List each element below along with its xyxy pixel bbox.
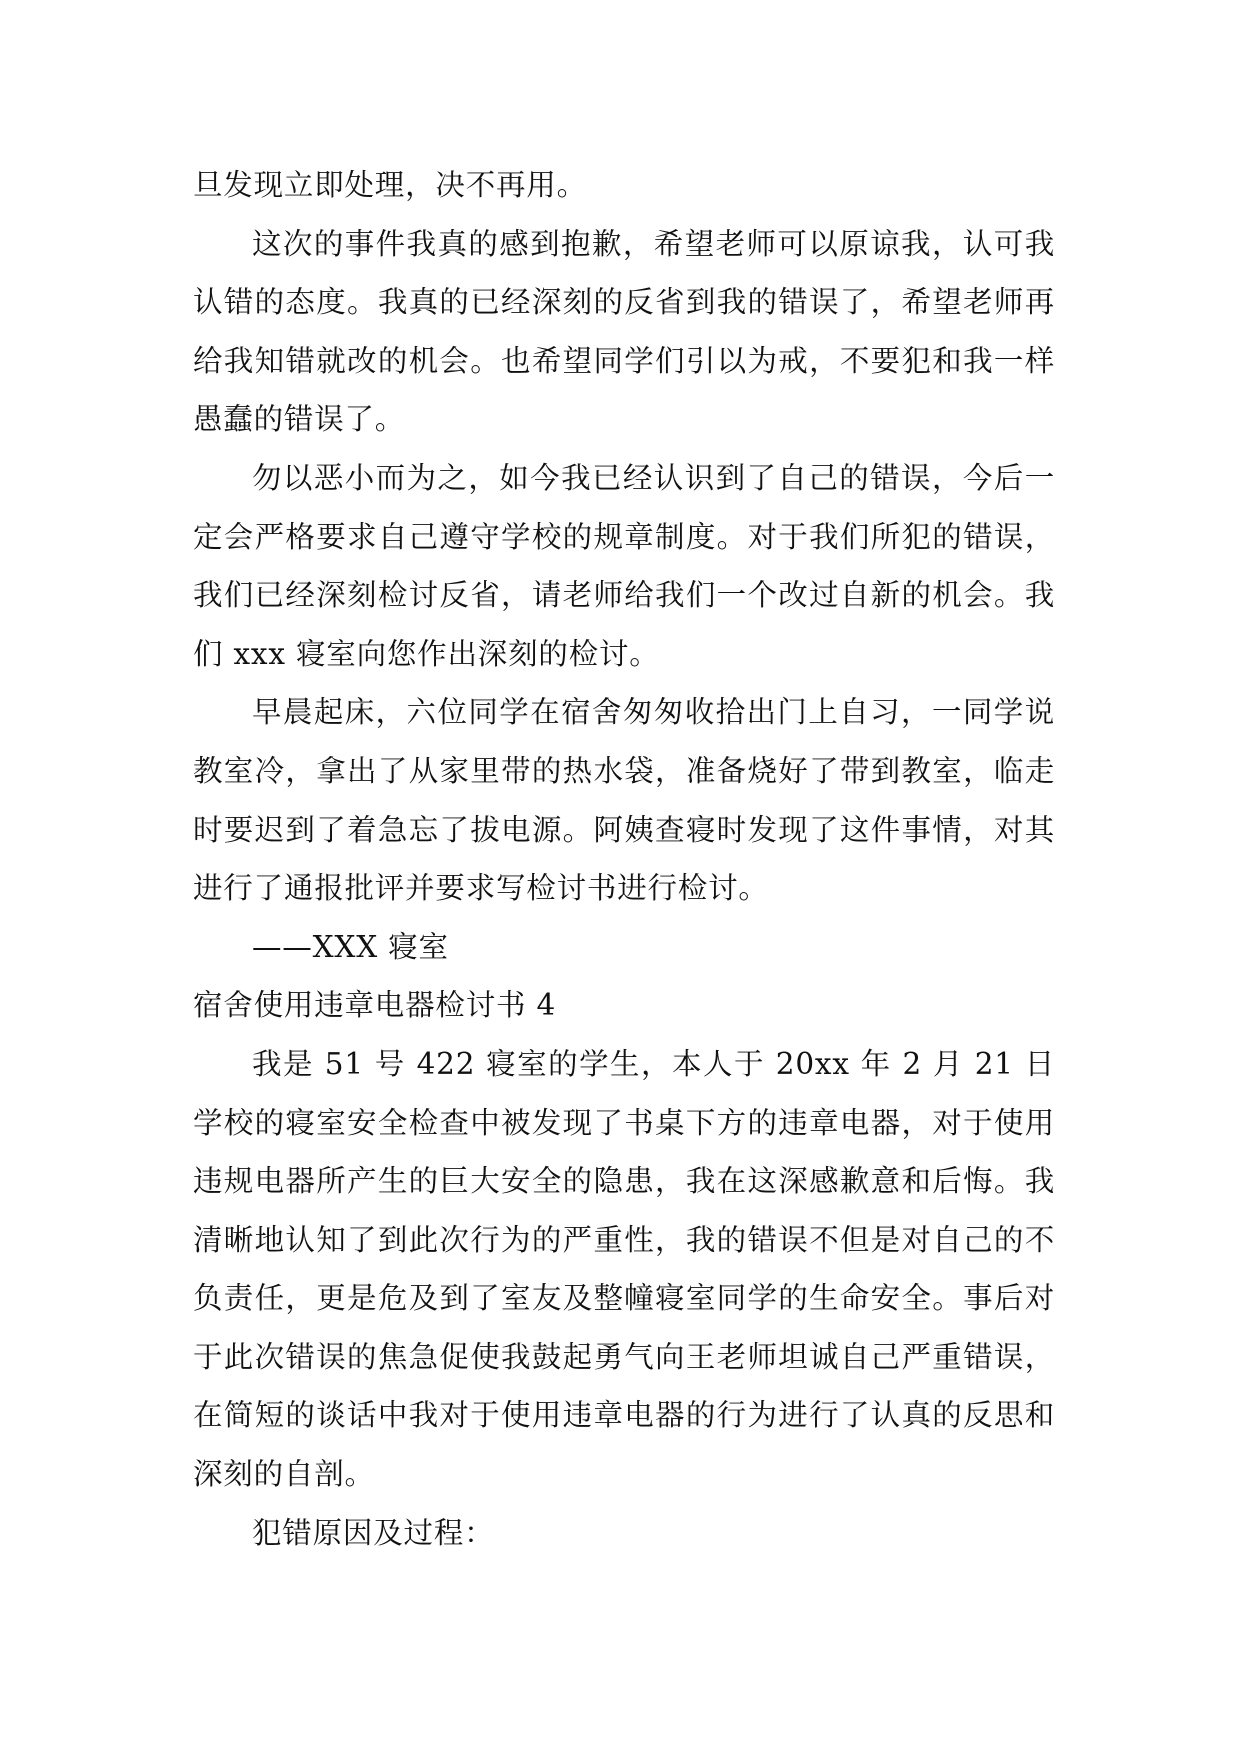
paragraph-continuation: 旦发现立即处理，决不再用。 (193, 168, 587, 202)
paragraph-cause-heading: 犯错原因及过程： (252, 1515, 495, 1550)
paragraph-apology: 这次的事件我真的感到抱歉，希望老师可以原谅我，认可我认错的态度。我真的已经深刻的反省到我的错误了，希望老师再给我知错就改的机会。也希望同学们引以为戒，不要犯和我一样愚蠢的错误了。 (193, 226, 1055, 437)
paragraph-incident: 早晨起床，六位同学在宿舍匆匆收拾出门上自习，一同学说教室冷，拿出了从家里带的热水袋，准备烧好了带到教室，临走时要迟到了着急忘了拔电源。阿姨查寝时发现了这件事情，对其进行了通报批评并要求写检讨书进行检讨。 (193, 695, 1055, 906)
paragraph-reflection: 勿以恶小而为之，如今我已经认识到了自己的错误，今后一定会严格要求自己遵守学校的规章制度。对于我们所犯的错误，我们已经深刻检讨反省，请老师给我们一个改过自新的机会。我们 xxx 寝室向您作出深刻的检讨。 (193, 460, 1055, 671)
document-body (193, 156, 1055, 1562)
signature: ——XXX 寝室 (252, 929, 449, 964)
section-title: 宿舍使用违章电器检讨书 4 (193, 988, 557, 1023)
paragraph-statement: 我是 51 号 422 寝室的学生，本人于 20xx 年 2 月 21 日学校的寝室安全检查中被发现了书桌下方的违章电器，对于使用违规电器所产生的巨大安全的隐患，我在这深感歉意和后悔。我清晰地认知了到此次行为的严重性，我的错误不但是对自己的不负责任，更是危及到了室友及整幢寝室同学的生命安全。事后对于此次错误的焦急促使我鼓起勇气向王老师坦诚自己严重错误，在简短的谈话中我对于使用违章电器的行为进行了认真的反思和深刻的自剖。 (193, 1046, 1055, 1492)
